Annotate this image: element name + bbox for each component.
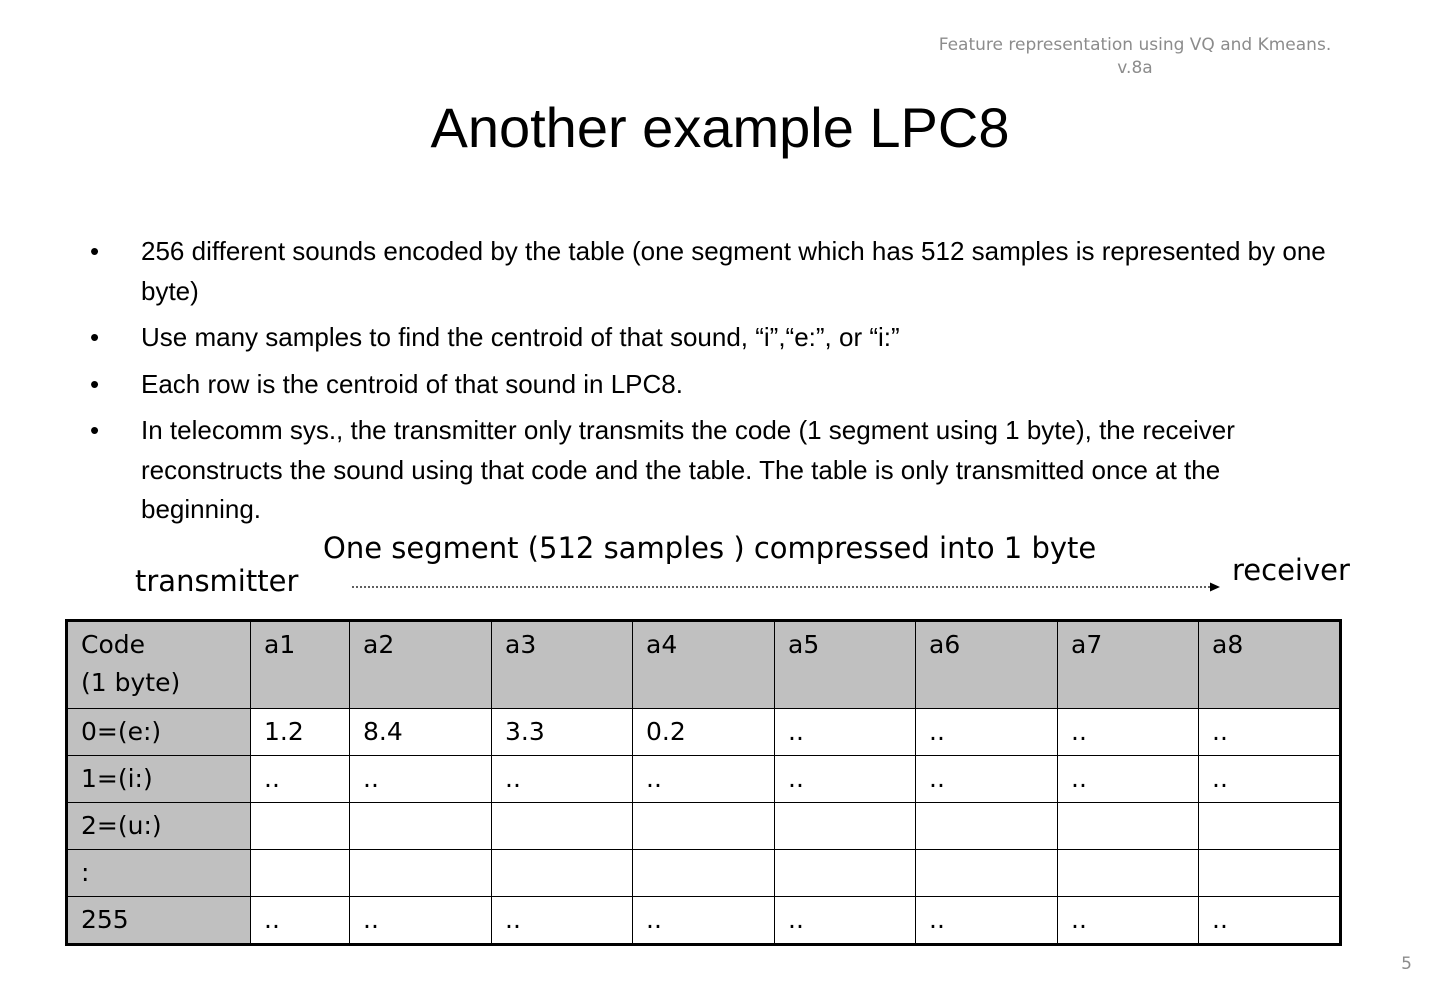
- bullet-text: Each row is the centroid of that sound in LPC8.: [141, 368, 683, 399]
- bullet-item: [90, 232, 1330, 311]
- bullet-item: [90, 411, 1330, 530]
- table-cell: ..: [633, 756, 775, 803]
- table-cell: ..: [1199, 709, 1341, 756]
- table-cell: 1.2: [251, 709, 350, 756]
- bullet-text: In telecomm sys., the transmitter only transmits the code (1 segment using 1 byte), the receiver reconstructs the sound using that code and the table. The table is only transmitted once at the beginning.: [141, 415, 1235, 524]
- table-cell: ..: [1058, 756, 1199, 803]
- bullet-text: Use many samples to find the centroid of that sound, “i”,“e:”, or “i:”: [141, 322, 900, 352]
- bullet-marker: •: [90, 236, 100, 266]
- header-cell: a1: [251, 621, 350, 709]
- table-cell: [350, 803, 492, 850]
- table-header-row: [67, 621, 1341, 709]
- table-row: [67, 897, 1341, 945]
- table-row: [67, 850, 1341, 897]
- table-cell: 0.2: [633, 709, 775, 756]
- header-cell: a4: [633, 621, 775, 709]
- bullet-text: 256 different sounds encoded by the table (one segment which has 512 samples is represented by one byte): [141, 236, 1326, 306]
- bullet-marker: •: [90, 322, 100, 352]
- code-cell: :: [67, 850, 251, 897]
- bullet-list: [90, 232, 1330, 537]
- codebook-table: [65, 619, 1342, 946]
- table-cell: ..: [251, 897, 350, 945]
- header-cell: a8: [1199, 621, 1341, 709]
- code-cell: 2=(u:): [67, 803, 251, 850]
- header-cell: a6: [916, 621, 1058, 709]
- table-cell: [775, 803, 916, 850]
- bullet-item: [90, 365, 1330, 405]
- header-note-line-2: v.8a: [1117, 58, 1153, 78]
- table-cell: [251, 850, 350, 897]
- header-code-label: Code: [81, 630, 146, 659]
- receiver-label: receiver: [1232, 553, 1350, 587]
- table-cell: [916, 803, 1058, 850]
- arrow-head: [1210, 583, 1220, 592]
- table-cell: ..: [916, 756, 1058, 803]
- table-cell: ..: [350, 756, 492, 803]
- transmission-arrow: [352, 579, 1224, 595]
- table-cell: [1199, 850, 1341, 897]
- table-row: [67, 756, 1341, 803]
- table-cell: ..: [775, 756, 916, 803]
- table-cell: ..: [1058, 709, 1199, 756]
- table-row: [67, 709, 1341, 756]
- header-cell: a5: [775, 621, 916, 709]
- code-cell: 1=(i:): [67, 756, 251, 803]
- code-cell: 0=(e:): [67, 709, 251, 756]
- header-cell: a2: [350, 621, 492, 709]
- table-cell: [1058, 850, 1199, 897]
- header-note-line-1: Feature representation using VQ and Kmeans.: [938, 35, 1332, 55]
- table-cell: ..: [633, 897, 775, 945]
- bullet-marker: •: [90, 368, 100, 399]
- table-cell: 8.4: [350, 709, 492, 756]
- transmitter-label: transmitter: [135, 564, 299, 598]
- table-cell: [633, 803, 775, 850]
- header-code-sublabel: (1 byte): [81, 668, 181, 697]
- table-cell: ..: [492, 756, 633, 803]
- table-cell: [492, 803, 633, 850]
- table-cell: [492, 850, 633, 897]
- header-cell: a3: [492, 621, 633, 709]
- table-cell: ..: [1058, 897, 1199, 945]
- header-cell: a7: [1058, 621, 1199, 709]
- table-cell: [251, 803, 350, 850]
- table-cell: ..: [775, 709, 916, 756]
- table-row: [67, 803, 1341, 850]
- table-cell: ..: [350, 897, 492, 945]
- table-cell: ..: [492, 897, 633, 945]
- table-cell: [633, 850, 775, 897]
- segment-label: One segment (512 samples ) compressed into 1 byte: [323, 531, 1097, 565]
- bullet-item: [90, 318, 1330, 358]
- slide-title: Another example LPC8: [430, 96, 1010, 159]
- table-cell: [775, 850, 916, 897]
- table-cell: [1058, 803, 1199, 850]
- table-cell: ..: [1199, 897, 1341, 945]
- table-cell: ..: [1199, 756, 1341, 803]
- table-cell: ..: [916, 709, 1058, 756]
- bullet-marker: •: [90, 415, 100, 445]
- header-cell-code: [67, 621, 251, 709]
- table-cell: ..: [916, 897, 1058, 945]
- table-cell: [1199, 803, 1341, 850]
- code-cell: 255: [67, 897, 251, 945]
- table-cell: [350, 850, 492, 897]
- table-cell: [916, 850, 1058, 897]
- table-cell: ..: [251, 756, 350, 803]
- slide-header-note: [880, 34, 1390, 80]
- table-cell: ..: [775, 897, 916, 945]
- page-number: 5: [1401, 954, 1412, 974]
- table-cell: 3.3: [492, 709, 633, 756]
